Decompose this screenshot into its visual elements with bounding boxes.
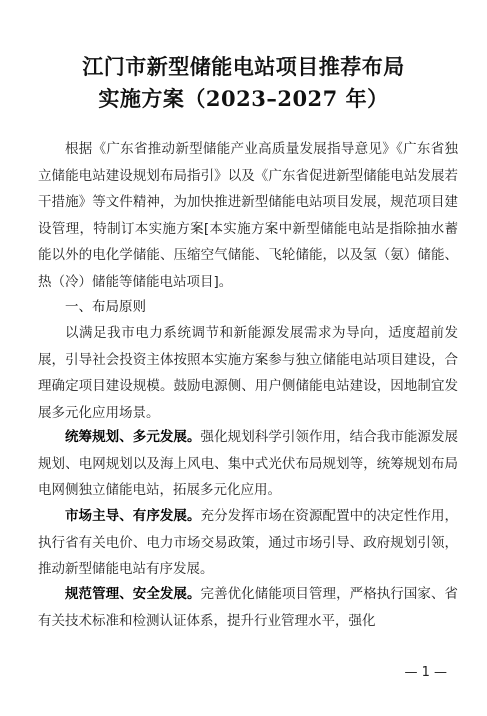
- principle-lead: 统筹规划、多元发展。: [65, 429, 201, 445]
- intro-paragraph: 根据《广东省推动新型储能产业高质量发展指导意见》《广东省独立储能电站建设规划布局指引》以及《广东省促进新型储能电站发展若干措施》等文件精神，为加快推进新型储能电站项目发展，规范项目建设管理，特制订本实施方案[本实施方案中新型储能电站是指除抽水蓄能以外的电化学储能、压缩空气储能、飞轮储能，以及氢（氨）储能、热（冷）储能等储能电站项目]。: [38, 141, 458, 290]
- principle-paragraph: [38, 581, 458, 634]
- document-title-line-2: 实施方案（2023–2027 年）: [98, 86, 389, 111]
- principle-lead: 规范管理、安全发展。: [65, 586, 201, 602]
- principle-paragraph: [38, 424, 458, 504]
- principle-text: 强化规划科学引领作用，结合我市能源发展规划、电网规划以及海上风电、集中式光伏布局规划等，统筹规划布局电网侧独立储能电站，拓展多元化应用。: [38, 429, 459, 499]
- principle-lead: 市场主导、有序发展。: [65, 508, 201, 524]
- page-number: — 1 —: [404, 665, 447, 680]
- layout-principles-paragraph: 以满足我市电力系统调节和新能源发展需求为导向，适度超前发展，引导社会投资主体按照本实施方案参与独立储能电站项目建设，合理确定项目建设规模。鼓励电源侧、用户侧储能电站建设，因地制宜发展多元化应用场景。: [38, 325, 458, 421]
- principle-text: 充分发挥市场在资源配置中的决定性作用，执行省有关电价、电力市场交易政策，通过市场引导、政府规划引领，推动新型储能电站有序发展。: [38, 508, 459, 578]
- section-heading-layout-principles: 一、布局原则: [65, 299, 146, 315]
- document-title-line-1: 江门市新型储能电站项目推荐布局: [82, 54, 405, 79]
- principle-text: 完善优化储能项目管理，严格执行国家、省有关技术标准和检测认证体系，提升行业管理水平，强化: [38, 586, 459, 629]
- principle-paragraph: [38, 503, 458, 583]
